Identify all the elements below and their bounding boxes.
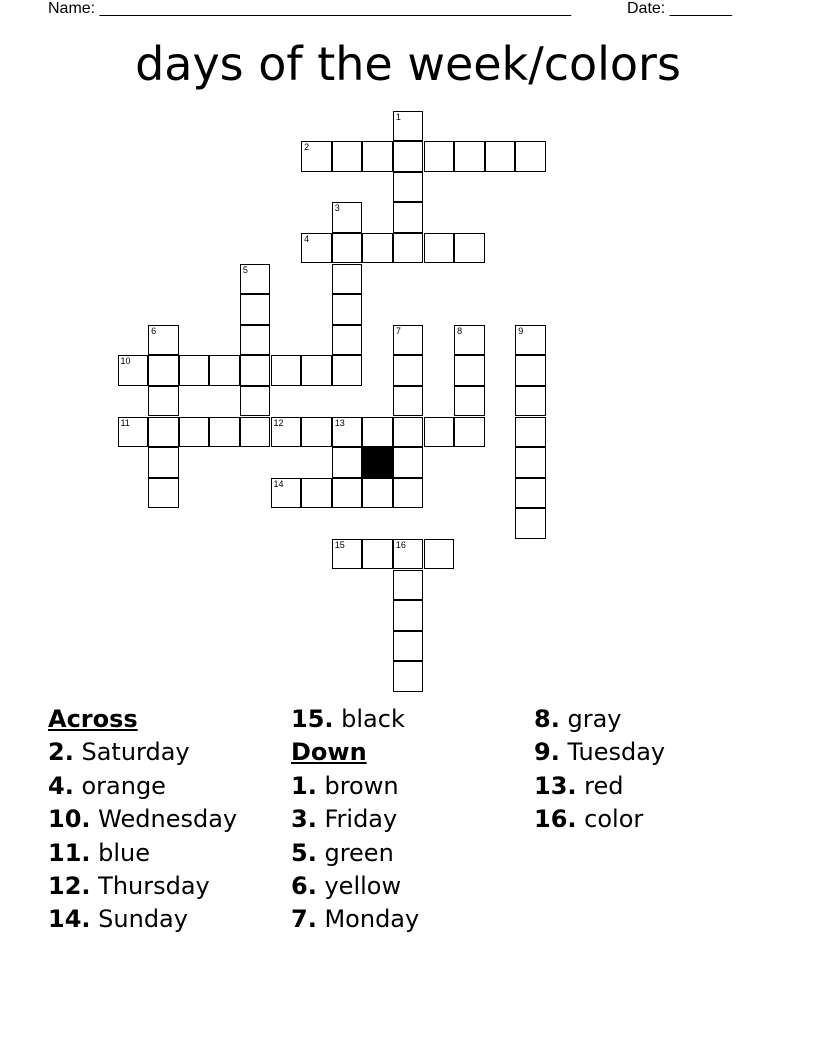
clue-number: 1. — [291, 771, 317, 800]
grid-cell[interactable] — [454, 325, 485, 356]
clue-text: Saturday — [81, 738, 190, 767]
cell-number: 9 — [518, 325, 524, 336]
clue-text: Monday — [324, 905, 420, 934]
clue-text: green — [324, 838, 394, 867]
clue-across-14 — [48, 903, 237, 936]
grid-cell[interactable] — [240, 355, 271, 386]
clue-down-5 — [291, 837, 419, 870]
clues-column-2 — [291, 703, 419, 937]
across-heading: Across — [48, 705, 138, 733]
grid-cell[interactable] — [240, 294, 271, 325]
grid-cell[interactable] — [393, 233, 424, 264]
clue-number: 4. — [48, 771, 74, 800]
clue-text: Sunday — [98, 905, 188, 934]
clue-number: 11. — [48, 838, 91, 867]
grid-cell[interactable] — [424, 233, 455, 264]
grid-cell[interactable] — [118, 417, 149, 448]
date-line: Date: _______ — [627, 0, 732, 17]
clue-number: 5. — [291, 838, 317, 867]
grid-cell[interactable] — [240, 264, 271, 295]
grid-cell[interactable] — [362, 539, 393, 570]
clue-number: 15. — [291, 705, 334, 733]
clue-number: 12. — [48, 872, 91, 901]
grid-cell[interactable] — [148, 417, 179, 448]
clue-text: black — [341, 705, 405, 733]
grid-cell[interactable] — [240, 325, 271, 356]
cell-number: 7 — [395, 325, 401, 336]
grid-cell[interactable] — [454, 386, 485, 417]
cell-number: 15 — [334, 539, 345, 550]
grid-cell[interactable] — [332, 355, 363, 386]
grid-cell[interactable] — [393, 325, 424, 356]
grid-cell[interactable] — [515, 325, 546, 356]
clue-text: Wednesday — [98, 805, 238, 834]
grid-cell[interactable] — [148, 355, 179, 386]
grid-cell[interactable] — [424, 141, 455, 172]
clues-column-3 — [534, 703, 665, 837]
name-line: Name: _____________________________________________________ — [48, 0, 572, 17]
grid-cell[interactable] — [148, 478, 179, 509]
grid-cell[interactable] — [209, 355, 240, 386]
grid-cell[interactable] — [515, 386, 546, 417]
grid-cell[interactable] — [148, 447, 179, 478]
grid-cell[interactable] — [271, 478, 302, 509]
clue-down-9 — [534, 736, 665, 769]
grid-cell[interactable] — [179, 417, 210, 448]
cell-number: 14 — [273, 478, 284, 489]
grid-cell[interactable] — [301, 417, 332, 448]
clue-down-8 — [534, 703, 665, 736]
clue-across-2 — [48, 736, 237, 769]
grid-cell[interactable] — [332, 233, 363, 264]
clue-number: 14. — [48, 905, 91, 934]
grid-cell[interactable] — [393, 661, 424, 692]
grid-cell[interactable] — [332, 264, 363, 295]
grid-cell[interactable] — [301, 355, 332, 386]
grid-cell[interactable] — [393, 141, 424, 172]
grid-cell[interactable] — [393, 202, 424, 233]
grid-cell[interactable] — [393, 631, 424, 662]
grid-cell[interactable] — [515, 508, 546, 539]
cell-number: 5 — [242, 264, 248, 275]
grid-cell[interactable] — [332, 417, 363, 448]
grid-cell[interactable] — [515, 141, 546, 172]
grid-cell[interactable] — [393, 172, 424, 203]
grid-cell[interactable] — [393, 600, 424, 631]
clue-number: 10. — [48, 805, 91, 834]
grid-cell[interactable] — [515, 478, 546, 509]
clue-text: color — [584, 805, 644, 834]
grid-cell[interactable] — [454, 355, 485, 386]
grid-cell[interactable] — [393, 539, 424, 570]
grid-cell[interactable] — [454, 141, 485, 172]
clue-number: 2. — [48, 738, 74, 767]
cell-number: 3 — [334, 203, 340, 214]
grid-cell[interactable] — [240, 386, 271, 417]
clue-across-12 — [48, 870, 237, 903]
cell-number: 11 — [120, 417, 130, 428]
clue-text: yellow — [324, 872, 402, 901]
clue-text: Tuesday — [567, 738, 666, 767]
clue-text: gray — [567, 705, 622, 733]
clues-column-1 — [48, 703, 237, 937]
grid-cell[interactable] — [393, 478, 424, 509]
grid-cell[interactable] — [362, 417, 393, 448]
grid-cell[interactable] — [362, 233, 393, 264]
clue-text: brown — [324, 771, 399, 800]
grid-cell[interactable] — [240, 417, 271, 448]
cell-number: 13 — [334, 417, 345, 428]
grid-cell[interactable] — [332, 539, 363, 570]
clue-down-16 — [534, 803, 665, 836]
grid-cell[interactable] — [332, 325, 363, 356]
clue-text: red — [584, 771, 624, 800]
clue-down-6 — [291, 870, 419, 903]
grid-cell[interactable] — [332, 202, 363, 233]
clue-across-4 — [48, 770, 237, 803]
grid-cell[interactable] — [485, 141, 516, 172]
grid-cell[interactable] — [271, 417, 302, 448]
grid-cell[interactable] — [301, 233, 332, 264]
grid-cell[interactable] — [179, 355, 210, 386]
down-heading: Down — [291, 738, 367, 767]
cell-number: 16 — [395, 539, 406, 550]
grid-cell[interactable] — [148, 325, 179, 356]
black-cell — [362, 447, 393, 478]
cell-number: 1 — [395, 111, 401, 122]
clue-number: 3. — [291, 805, 317, 834]
clue-number: 13. — [534, 771, 577, 800]
grid-cell[interactable] — [515, 355, 546, 386]
grid-cell[interactable] — [393, 417, 424, 448]
clue-across-10 — [48, 803, 237, 836]
grid-cell[interactable] — [393, 355, 424, 386]
grid-cell[interactable] — [362, 141, 393, 172]
grid-cell[interactable] — [454, 233, 485, 264]
clue-across-11 — [48, 837, 237, 870]
grid-cell[interactable] — [393, 447, 424, 478]
clue-number: 8. — [534, 705, 560, 733]
grid-cell[interactable] — [393, 386, 424, 417]
clue-text: blue — [98, 838, 151, 867]
clue-number: 6. — [291, 872, 317, 901]
clue-down-13 — [534, 770, 665, 803]
grid-cell[interactable] — [332, 478, 363, 509]
cell-number: 4 — [304, 233, 310, 244]
grid-cell[interactable] — [332, 294, 363, 325]
grid-cell[interactable] — [332, 447, 363, 478]
clue-number: 16. — [534, 805, 577, 834]
clue-number: 7. — [291, 905, 317, 934]
clue-across-15 — [291, 703, 419, 736]
clue-text: Thursday — [98, 872, 210, 901]
cell-number: 6 — [151, 325, 157, 336]
clue-text: Friday — [324, 805, 398, 834]
cell-number: 10 — [120, 356, 131, 367]
clue-text: orange — [81, 771, 166, 800]
grid-cell[interactable] — [118, 355, 149, 386]
grid-cell[interactable] — [209, 417, 240, 448]
clue-down-1 — [291, 770, 419, 803]
cell-number: 8 — [457, 325, 463, 336]
grid-cell[interactable] — [424, 417, 455, 448]
clue-down-3 — [291, 803, 419, 836]
grid-cell[interactable] — [424, 539, 455, 570]
grid-cell[interactable] — [393, 570, 424, 601]
cell-number: 12 — [273, 417, 284, 428]
grid-cell[interactable] — [362, 478, 393, 509]
grid-cell[interactable] — [454, 417, 485, 448]
grid-cell[interactable] — [332, 141, 363, 172]
grid-cell[interactable] — [515, 447, 546, 478]
grid-cell[interactable] — [301, 141, 332, 172]
page-title: days of the week/colors — [135, 37, 681, 91]
clue-number: 9. — [534, 738, 560, 767]
clue-down-7 — [291, 903, 419, 936]
grid-cell[interactable] — [271, 355, 302, 386]
grid-cell[interactable] — [515, 417, 546, 448]
cell-number: 2 — [304, 142, 310, 153]
grid-cell[interactable] — [393, 111, 424, 142]
grid-cell[interactable] — [301, 478, 332, 509]
grid-cell[interactable] — [148, 386, 179, 417]
